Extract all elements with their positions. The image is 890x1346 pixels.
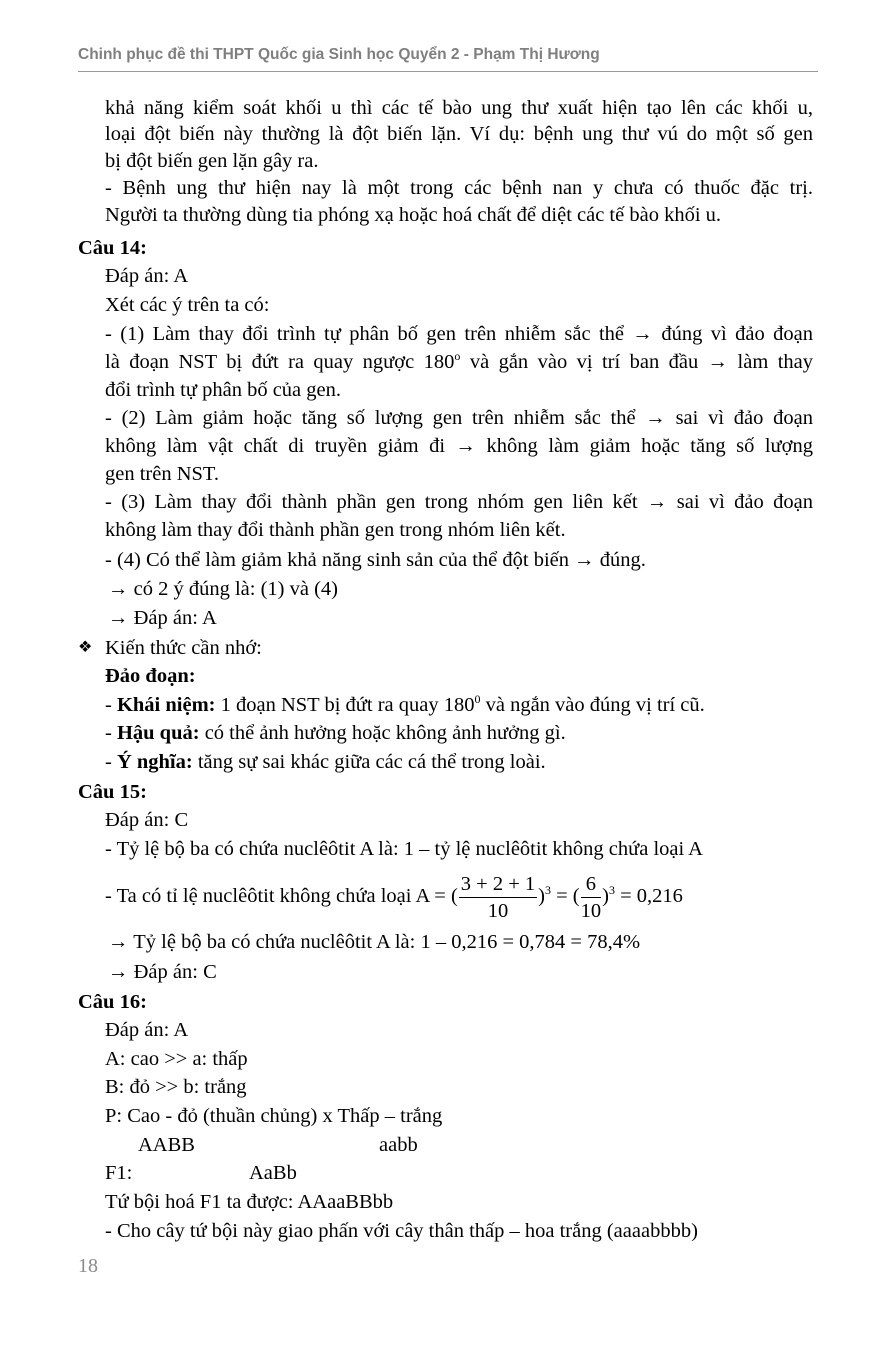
- label: Hậu quả:: [116, 722, 200, 744]
- text-line: - Cho cây tứ bội này giao phấn với cây thân thấp – hoa trắng (aaaabbbb): [105, 1220, 698, 1242]
- page-number: 18: [78, 1255, 98, 1277]
- paragraph-line: bị đột biến gen lặn gây ra.: [105, 150, 319, 172]
- answer-line: Đáp án: C: [105, 809, 189, 831]
- paragraph-line: loại đột biến này thường là đột biến lặn. Ví dụ: bệnh ung thư vú do một số gen: [105, 123, 813, 145]
- text: ): [602, 885, 609, 907]
- fraction: [459, 871, 537, 924]
- exponent: 3: [544, 883, 551, 897]
- text-line: - (2) Làm giảm hoặc tăng số lượng gen trên nhiễm sắc thể → sai vì đảo đoạn: [105, 407, 813, 429]
- text-line: - Hậu quả: có thể ảnh hưởng hoặc không ảnh hưởng gì.: [105, 722, 566, 744]
- question-16-heading: Câu 16:: [78, 991, 147, 1013]
- note-subtitle: Đảo đoạn:: [105, 665, 196, 687]
- text: 1 đoạn NST bị đứt ra quay 180: [215, 694, 475, 716]
- text: và ngắn vào đúng vị trí cũ.: [480, 694, 705, 716]
- text-line: - Khái niệm: 1 đoạn NST bị đứt ra quay $180^0$ và ngắn vào đúng vị trí cũ.: [105, 692, 705, 716]
- text-line: không làm thay đổi thành phần gen trong nhóm liên kết.: [105, 519, 566, 541]
- text: ): [538, 885, 545, 907]
- text: = (: [550, 885, 580, 907]
- fraction: [581, 871, 602, 924]
- superscript: o: [454, 349, 461, 363]
- text-line: B: đỏ >> b: trắng: [105, 1076, 247, 1098]
- text-line: - Ý nghĩa: tăng sự sai khác giữa các cá thể trong loài.: [105, 751, 546, 773]
- paragraph-line: Người ta thường dùng tia phóng xạ hoặc hoá chất để diệt các tế bào khối u.: [105, 204, 722, 226]
- question-15-heading: Câu 15:: [78, 781, 147, 803]
- text-line: [105, 350, 813, 374]
- superscript: 0: [474, 692, 481, 706]
- text: - Ta có tỉ lệ nuclêôtit không chứa loại A = (: [105, 885, 458, 907]
- text-line: - (4) Có thể làm giảm khả năng sinh sản của thể đột biến → đúng.: [105, 549, 646, 571]
- denominator: 10: [487, 899, 509, 922]
- diamond-bullet-icon: ❖: [78, 639, 93, 656]
- answer-line: Đáp án: A: [105, 265, 189, 287]
- label: Ý nghĩa:: [116, 751, 193, 773]
- running-header: Chinh phục đề thi THPT Quốc gia Sinh học Quyển 2 - Phạm Thị Hương: [78, 46, 600, 63]
- text-line: đổi trình tự phân bố của gen.: [105, 379, 341, 401]
- f1-label: F1:: [105, 1162, 133, 1184]
- f1-genotype: AaBb: [249, 1162, 297, 1184]
- paragraph-line: khả năng kiểm soát khối u thì các tế bào ung thư xuất hiện tạo lên các khối u,: [105, 97, 813, 119]
- text: có thể ảnh hưởng hoặc không ảnh hưởng gì.: [199, 722, 566, 744]
- question-14-heading: Câu 14:: [78, 237, 147, 259]
- text-line: P: Cao - đỏ (thuần chủng) x Thấp – trắng: [105, 1105, 443, 1127]
- numerator: 3 + 2 + 1: [459, 871, 537, 898]
- text-line: - (1) Làm thay đổi trình tự phân bố gen trên nhiễm sắc thể → đúng vì đảo đoạn: [105, 323, 813, 345]
- text-line: Tứ bội hoá F1 ta được: AAaaBBbb: [105, 1191, 394, 1213]
- text-line: - (3) Làm thay đổi thành phần gen trong nhóm gen liên kết → sai vì đảo đoạn: [105, 491, 813, 513]
- formula-line: [105, 870, 683, 924]
- text-line: A: cao >> a: thấp: [105, 1048, 248, 1070]
- text: và gắn vào vị trí ban đầu → làm thay: [460, 351, 813, 373]
- text-line: → có 2 ý đúng là: (1) và (4): [108, 578, 338, 600]
- text-line: → Đáp án: A: [108, 607, 217, 629]
- text-line: không làm vật chất di truyền giảm đi → không làm giảm hoặc tăng số lượng: [105, 435, 813, 457]
- text-line: - Tỷ lệ bộ ba có chứa nuclêôtit A là: 1 – tỷ lệ nuclêôtit không chứa loại A: [105, 838, 703, 860]
- text-line: → Đáp án: C: [108, 961, 217, 983]
- genotype-p2: aabb: [379, 1134, 418, 1156]
- text: là đoạn NST bị đứt ra quay ngược 180: [105, 351, 455, 373]
- paragraph-line: - Bệnh ung thư hiện nay là một trong các bệnh nan y chưa có thuốc đặc trị.: [105, 177, 813, 199]
- exponent: 3: [608, 883, 615, 897]
- answer-line: Đáp án: A: [105, 1019, 189, 1041]
- numerator: 6: [581, 871, 602, 898]
- genotype-p1: AABB: [138, 1134, 195, 1156]
- note-title: Kiến thức cần nhớ:: [105, 637, 262, 659]
- text: = 0,216: [614, 885, 683, 907]
- text-line: Xét các ý trên ta có:: [105, 294, 270, 316]
- label: Khái niệm:: [116, 694, 216, 716]
- denominator: 10: [580, 899, 602, 922]
- text: tăng sự sai khác giữa các cá thể trong loài.: [192, 751, 546, 773]
- text-line: → Tỷ lệ bộ ba có chứa nuclêôtit A là: 1 – 0,216 = 0,784 = 78,4%: [108, 931, 641, 953]
- text-line: gen trên NST.: [105, 463, 220, 485]
- header-divider: [78, 71, 818, 72]
